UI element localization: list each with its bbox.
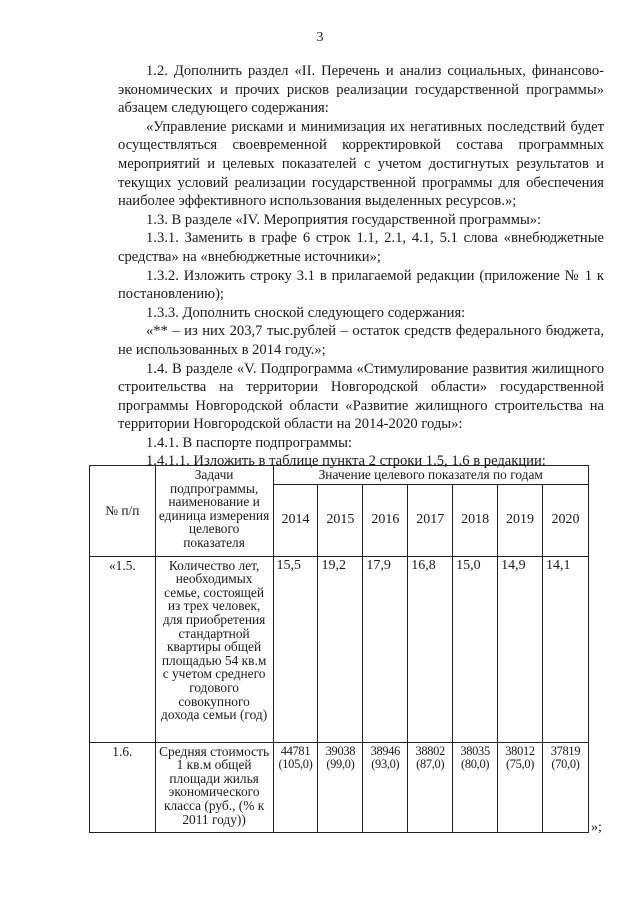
column-header-task: Задачи подпрограммы, наименование и единица измерения целевого показателя	[155, 466, 273, 557]
row-value: 38035	[460, 743, 490, 758]
row-value: 17,9	[363, 556, 408, 742]
year-header: 2017	[408, 484, 453, 556]
row-value: 37819	[550, 743, 581, 758]
page-number: 3	[316, 30, 324, 45]
table-row	[90, 556, 589, 742]
table-header-row	[90, 466, 589, 485]
row-number: «1.5.	[90, 556, 156, 742]
year-header: 2020	[542, 484, 588, 556]
row-percent: (70,0)	[551, 756, 580, 771]
paragraph-1-3-3: 1.3.3. Дополнить сноской следующего содержания:	[146, 304, 466, 321]
row-value: 38946	[370, 743, 401, 758]
paragraph-1-3: 1.3. В разделе «IV. Мероприятия государственной программы»:	[146, 211, 542, 228]
row-value: 38012	[505, 743, 535, 758]
paragraph-1-3-1: 1.3.1. Заменить в графе 6 строк 1.1, 2.1, 4.1, 5.1 слова «внебюджетные средства» на «внебюджетные источники»;	[118, 230, 604, 265]
year-header: 2016	[363, 484, 408, 556]
document-body	[118, 62, 604, 471]
row-value-cell	[498, 742, 543, 832]
row-value: 38802	[415, 743, 445, 758]
row-percent: (93,0)	[371, 756, 400, 771]
paragraph-1-3-2: 1.3.2. Изложить строку 3.1 в прилагаемой редакции (приложение № 1 к постановлению);	[118, 267, 604, 303]
row-value: 14,9	[498, 556, 543, 742]
row-task: Количество лет, необходимых семье, состоящей из трех человек, для приобретения стандартной квартиры общей площадью 54 кв.м с учетом среднего годового совокупного дохода семьи (год)	[155, 556, 273, 742]
row-value-cell	[542, 742, 588, 832]
row-value: 44781	[280, 743, 311, 758]
paragraph-1-4-1-1: 1.4.1.1. Изложить в таблице пункта 2 строки 1.5, 1.6 в редакции:	[146, 453, 546, 470]
year-header: 2019	[498, 484, 543, 556]
row-percent: (80,0)	[461, 756, 490, 771]
year-header: 2014	[273, 484, 318, 556]
target-indicators-table	[89, 465, 589, 833]
row-value-cell	[318, 742, 363, 832]
row-value-cell	[408, 742, 453, 832]
row-value: 14,1	[542, 556, 588, 742]
row-percent: (105,0)	[278, 756, 313, 771]
paragraph-1-2: 1.2. Дополнить раздел «II. Перечень и анализ социальных, финансово-экономических и прочих рисков реализации государственной программы» абзацем следующего содержания:	[118, 63, 604, 117]
row-value: 19,2	[318, 556, 363, 742]
column-header-values: Значение целевого показателя по годам	[273, 466, 589, 485]
row-value: 16,8	[408, 556, 453, 742]
table-row	[90, 742, 589, 832]
paragraph-quote-risks: «Управление рисками и минимизация их негативных последствий будет осуществляться своевременной корректировкой состава программных мероприятий и целевых показателей с учетом достигнутых результатов и текущих условий реализации государственной программы для обеспечения наиболее эффективного использования выделенных ресурсов.»;	[118, 118, 604, 210]
year-header: 2015	[318, 484, 363, 556]
paragraph-1-4-1: 1.4.1. В паспорте подпрограммы:	[146, 434, 352, 451]
row-number: 1.6.	[90, 742, 156, 832]
paragraph-1-4: 1.4. В разделе «V. Подпрограмма «Стимулирование развития жилищного строительства на территории Новгородской области» государственной программы Новгородской области «Развитие жилищного строительства на территории Новгородской области на 2014-2020 годы»:	[118, 360, 604, 433]
row-percent: (87,0)	[416, 756, 445, 771]
row-percent: (99,0)	[326, 756, 355, 771]
row-value: 15,0	[453, 556, 498, 742]
row-value: 15,5	[273, 556, 318, 742]
column-header-number: № п/п	[90, 466, 156, 557]
row-value-cell	[363, 742, 408, 832]
row-value-cell	[453, 742, 498, 832]
row-value-cell	[273, 742, 318, 832]
paragraph-footnote-quote: «** – из них 203,7 тыс.рублей – остаток средств федерального бюджета, не использованных в 2014 году.»;	[118, 323, 604, 358]
year-header: 2018	[453, 484, 498, 556]
row-value: 39038	[325, 743, 356, 758]
row-percent: (75,0)	[505, 756, 535, 771]
row-task: Средняя стоимость 1 кв.м общей площади жилья экономического класса (руб., (% к 2011 году))	[155, 742, 273, 832]
closing-quote: »;	[591, 820, 602, 835]
